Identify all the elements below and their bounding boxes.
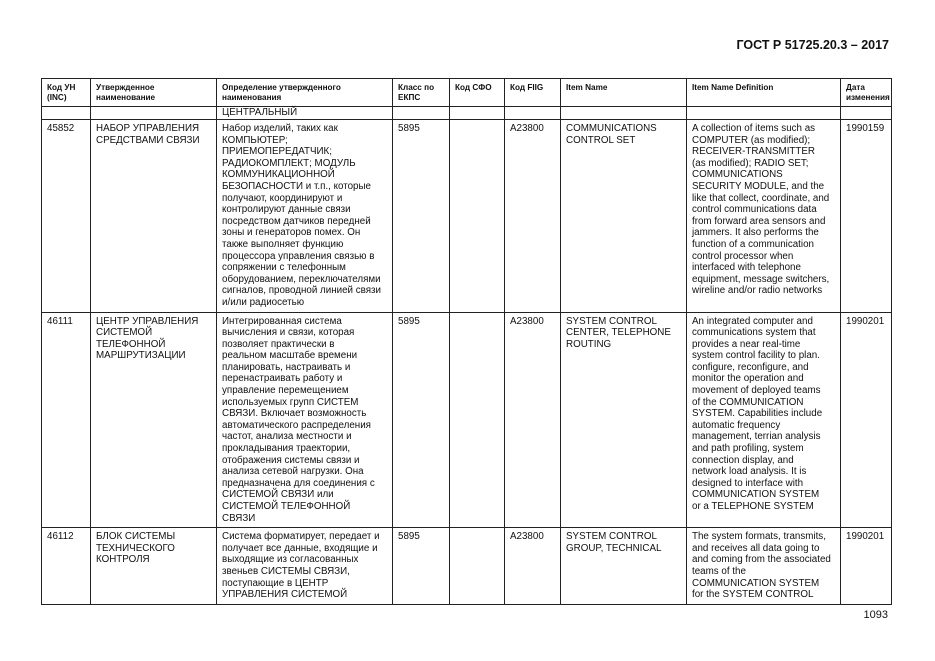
document-code: ГОСТ Р 51725.20.3 – 2017	[736, 38, 889, 52]
cell-sfo-code	[450, 528, 505, 605]
cell-ekps-class: 5895	[393, 120, 450, 313]
cell-inc: 46112	[42, 528, 91, 605]
cell-change-date: 1990201	[841, 528, 892, 605]
col-header-approved-name: Утвержденное наименование	[91, 79, 217, 107]
cell-ekps-class: 5895	[393, 312, 450, 528]
col-header-ekps-class: Класс по ЕКПС	[393, 79, 450, 107]
cell-change-date: 1990201	[841, 312, 892, 528]
col-header-change-date: Дата изменения	[841, 79, 892, 107]
cell-item-definition: A collection of items such as COMPUTER (as modified); RECEIVER-TRANSMITTER (as modified); RADIO SET; COMMUNICATIONS SECURITY MODULE, and the like that collect, coordinate, and control communications data from forward area sensors and jammers. It also performs the function of a communication control processor when interfaced with telephone equipment, message switchers, wireline and/or radio networks	[687, 120, 841, 313]
cell-change-date: 1990159	[841, 120, 892, 313]
cell-item-name: SYSTEM CONTROL GROUP, TECHNICAL	[561, 528, 687, 605]
table-row	[42, 120, 892, 313]
col-header-item-definition: Item Name Definition	[687, 79, 841, 107]
cell-approved-name: БЛОК СИСТЕМЫ ТЕХНИЧЕСКОГО КОНТРОЛЯ	[91, 528, 217, 605]
col-header-item-name: Item Name	[561, 79, 687, 107]
cell-inc: 45852	[42, 120, 91, 313]
cell-approved-name: ЦЕНТР УПРАВЛЕНИЯ СИСТЕМОЙ ТЕЛЕФОННОЙ МАРШРУТИЗАЦИИ	[91, 312, 217, 528]
cell-definition: Интегрированная система вычисления и связи, которая позволяет практически в реальном масштабе времени планировать, настраивать и перенастраивать работу и управление перемещением используемых групп СИСТЕМ СВЯЗИ. Включает возможность автоматического распределения частот, анализа местности и прокладывания траектории, отображения системы связи и анализа сетевой нагрузки. Она предназначена для соединения с СИСТЕМОЙ СВЯЗИ или СИСТЕМОЙ ТЕЛЕФОННОЙ СВЯЗИ	[217, 312, 393, 528]
col-header-inc: Код УН (INC)	[42, 79, 91, 107]
col-header-sfo-code: Код СФО	[450, 79, 505, 107]
cell-approved-name: НАБОР УПРАВЛЕНИЯ СРЕДСТВАМИ СВЯЗИ	[91, 120, 217, 313]
item-name-table	[41, 78, 892, 605]
table-header-row	[42, 79, 892, 107]
cell-item-definition: The system formats, transmits, and receives all data going to and coming from the associated teams of the COMMUNICATION SYSTEM for the SYSTEM CONTROL	[687, 528, 841, 605]
cell-sfo-code	[450, 120, 505, 313]
page-number: 1093	[863, 609, 888, 621]
table-row	[42, 528, 892, 605]
cell-ekps-class: 5895	[393, 528, 450, 605]
cell-definition: Система форматирует, передает и получает все данные, входящие и выходящие из согласованных звеньев СИСТЕМЫ СВЯЗИ, поступающие в ЦЕНТР УПРАВЛЕНИЯ СИСТЕМОЙ	[217, 528, 393, 605]
cell-fiig-code: A23800	[505, 528, 561, 605]
cell-item-name: COMMUNICATIONS CONTROL SET	[561, 120, 687, 313]
cell-item-definition: An integrated computer and communications system that provides a near real-time system control facility to plan. configure, reconfigure, and monitor the operation and movement of deployed teams of the COMMUNICATION SYSTEM. Capabilities include automatic frequency management, terrian analysis and path profiling, system connection display, and network load analysis. It is designed to interface with COMMUNICATION SYSTEM or a TELEPHONE SYSTEM	[687, 312, 841, 528]
cell-definition: Набор изделий, таких как КОМПЬЮТЕР; ПРИЕМОПЕРЕДАТЧИК; РАДИОКОМПЛЕКТ; МОДУЛЬ КОММУНИКАЦИОННОЙ БЕЗОПАСНОСТИ и т.п., которые получают, координируют и контролируют данные связи посредством датчиков передней зоны и генераторов помех. Он также выполняет функцию процессора управления связью в сопряжении с телефонным оборудованием, переключателями сигналов, проводной линией связи и/или радиосетью	[217, 120, 393, 313]
cell-item-name: SYSTEM CONTROL CENTER, TELEPHONE ROUTING	[561, 312, 687, 528]
cell-sfo-code	[450, 312, 505, 528]
cell-fiig-code: A23800	[505, 312, 561, 528]
cell-inc: 46111	[42, 312, 91, 528]
cell-fiig-code: A23800	[505, 120, 561, 313]
table-row	[42, 312, 892, 528]
col-header-definition: Определение утвержденного наименования	[217, 79, 393, 107]
col-header-fiig-code: Код FIIG	[505, 79, 561, 107]
continuation-text: ЦЕНТРАЛЬНЫЙ	[217, 107, 393, 120]
continuation-row	[42, 107, 892, 120]
